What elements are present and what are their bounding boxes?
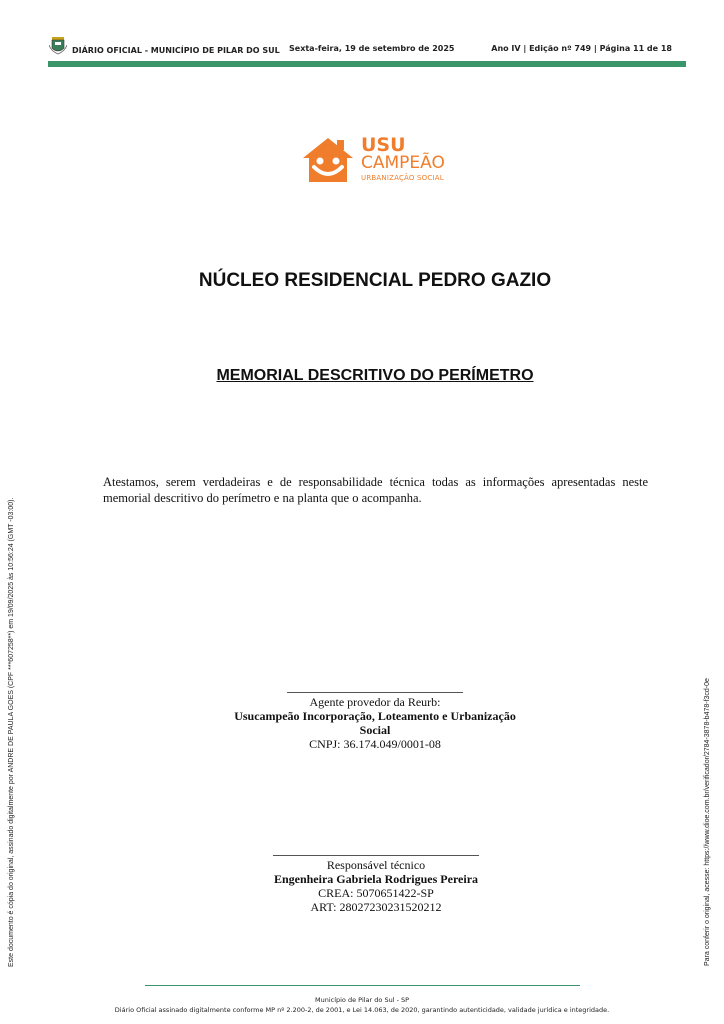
attestation-text: Atestamos, serem verdadeiras e de responsabilidade técnica todas as informações apresentadas neste memorial descritivo do perímetro e na planta que o acompanha. bbox=[103, 475, 648, 505]
municipal-crest-icon bbox=[49, 35, 67, 55]
logo-line3: URBANIZAÇÃO SOCIAL bbox=[361, 174, 444, 182]
signature-block-technical bbox=[226, 855, 526, 914]
signature-art: ART: 28027230231520212 bbox=[310, 900, 442, 914]
footer-divider bbox=[145, 985, 580, 986]
digital-signature-notice: Este documento é cópia do original, assinado digitalmente por ANDRE DE PAULA GOES (CPF ***607258**) em 19/09/2025 às 10:56:24 (GMT -03:00). bbox=[8, 497, 15, 967]
logo-line2: CAMPEÃO bbox=[361, 153, 445, 173]
usucampeao-logo bbox=[301, 136, 461, 186]
signature-block-agent bbox=[230, 692, 520, 751]
footer-municipality: Município de Pilar do Sul - SP bbox=[314, 996, 410, 1004]
footer-legal: Diário Oficial assinado digitalmente conforme MP nº 2.200-2, de 2001, e Lei 14.063, de 2020, garantindo autenticidade, validade jurídica e integridade. bbox=[114, 1006, 610, 1014]
document-title: NÚCLEO RESIDENCIAL PEDRO GAZIO bbox=[198, 270, 552, 291]
verification-link[interactable]: Para conferir o original, acesse: https://www.dioe.com.br/verificador/2784-3878-b478-f3cd-0e bbox=[704, 678, 711, 966]
signature-crea: CREA: 5070651422-SP bbox=[318, 886, 434, 900]
publication-date: Sexta-feira, 19 de setembro de 2025 bbox=[289, 44, 455, 53]
header-divider bbox=[48, 61, 686, 67]
signature-line bbox=[273, 855, 479, 856]
signature-name: Engenheira Gabriela Rodrigues Pereira bbox=[273, 872, 479, 886]
signature-cnpj: CNPJ: 36.174.049/0001-08 bbox=[309, 737, 441, 751]
signature-name: Usucampeão Incorporação, Loteamento e Urbanização Social bbox=[234, 709, 516, 737]
publication-name: DIÁRIO OFICIAL - MUNICÍPIO DE PILAR DO SUL bbox=[72, 46, 280, 55]
edition-info: Ano IV | Edição nº 749 | Página 11 de 18 bbox=[491, 44, 672, 53]
signature-role: Agente provedor da Reurb: bbox=[309, 695, 441, 709]
signature-role: Responsável técnico bbox=[326, 858, 426, 872]
document-subtitle: MEMORIAL DESCRITIVO DO PERÍMETRO bbox=[216, 367, 534, 384]
signature-line bbox=[287, 692, 463, 693]
house-smiley-icon bbox=[301, 136, 355, 184]
logo-line1: USU bbox=[361, 134, 406, 156]
